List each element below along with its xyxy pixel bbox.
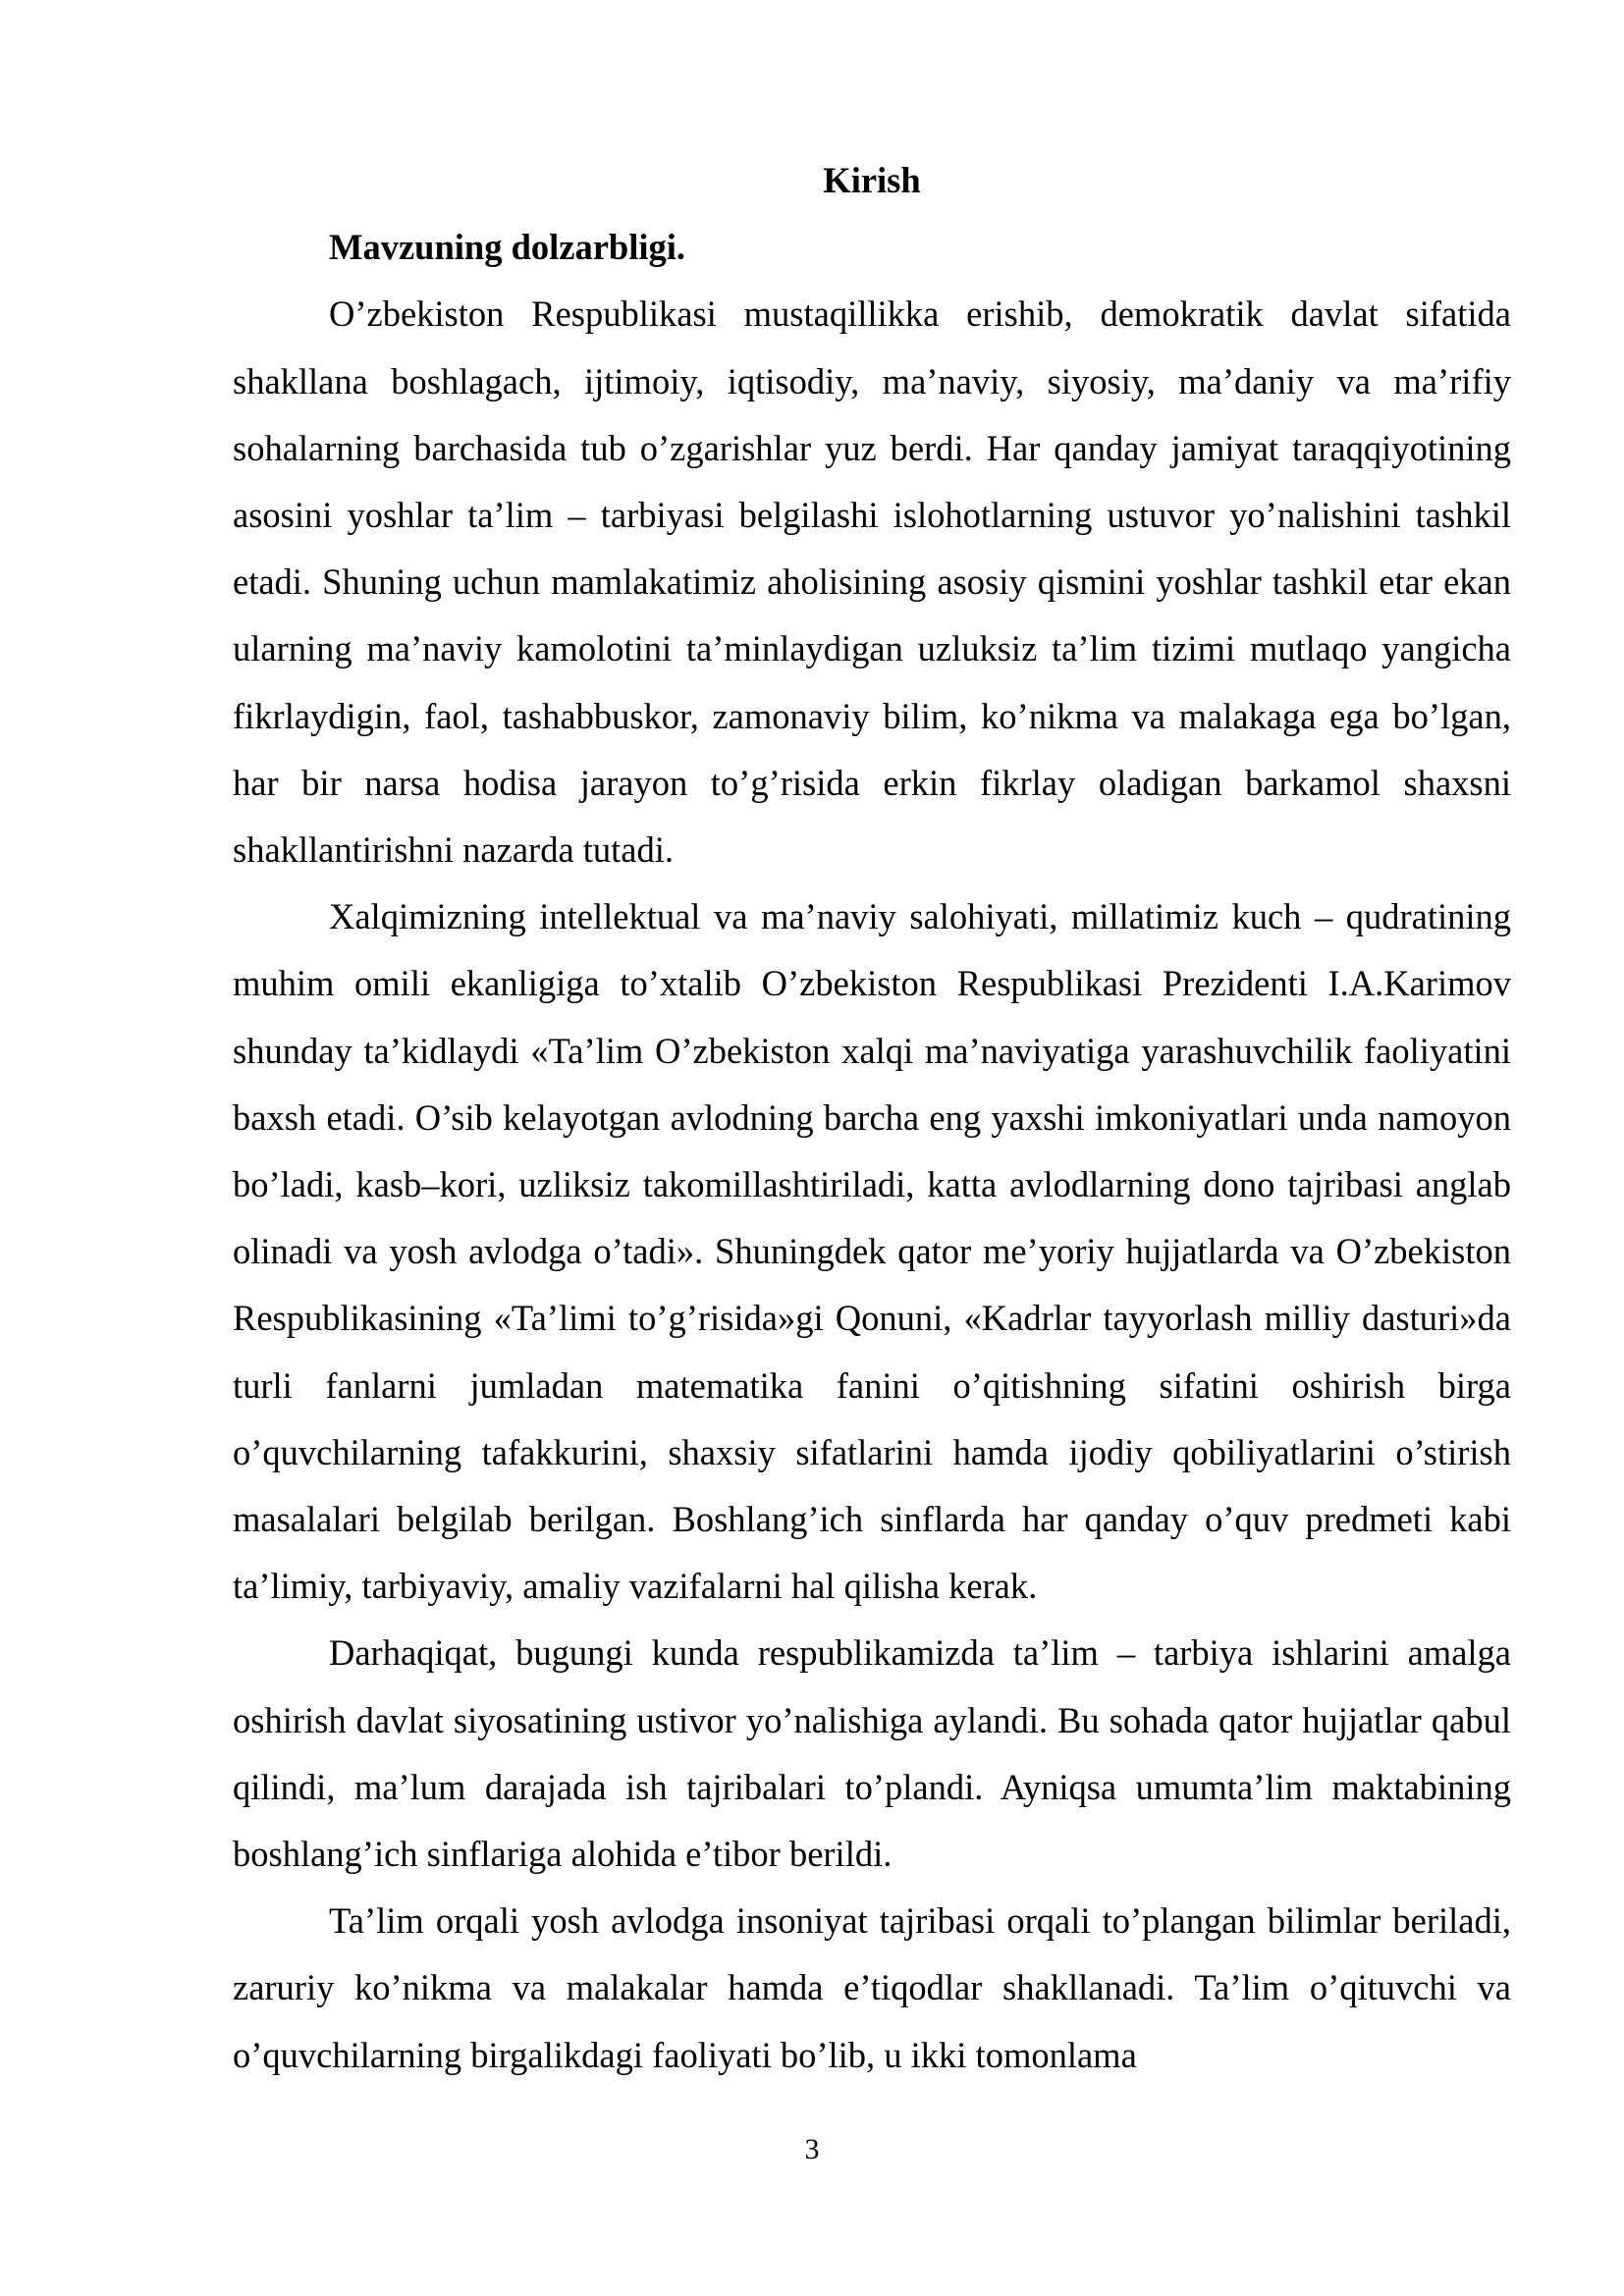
page-content — [233, 147, 1511, 2089]
page-title: Kirish — [823, 160, 921, 200]
paragraph-2: Xalqimizning intellektual va ma’naviy salohiyati, millatimiz kuch – qudratining muhim omili ekanligiga to’xtalib O’zbekiston Respublikasi Prezidenti I.A.Karimov shunday ta’kidlaydi «Ta’lim O’zbekiston xalqi ma’naviyatiga yarashuvchilik faoliyatini baxsh etadi. O’sib kelayotgan avlodning barcha eng yaxshi imkoniyatlari unda namoyon bo’ladi, kasb–kori, uzliksiz takomillashtiriladi, katta avlodlarning dono tajribasi anglab olinadi va yosh avlodga o’tadi». Shuningdek qator me’yoriy hujjatlarda va O’zbekiston Respublikasining «Ta’limi to’g’risida»gi Qonuni, «Kadrlar tayyorlash milliy dasturi»da turli fanlarni jumladan matematika fanini o’qitishning sifatini oshirish birga o’quvchilarning tafakkurini, shaxsiy sifatlarini hamda ijodiy qobiliyatlarini o’stirish masalalari belgilab berilgan. Boshlang’ich sinflarda har qanday o’quv predmeti kabi ta’limiy, tarbiyaviy, amaliy vazifalarni hal qilisha kerak. — [233, 896, 1511, 1607]
paragraph-4: Ta’lim orqali yosh avlodga insoniyat tajribasi orqali to’plangan bilimlar beriladi, zaruriy ko’nikma va malakalar hamda e’tiqodlar shakllanadi. Ta’lim o’qituvchi va o’quvchilarning birgalikdagi faoliyati bo’lib, u ikki tomonlama — [233, 1900, 1511, 2075]
paragraph-3: Darhaqiqat, bugungi kunda respublikamizda ta’lim – tarbiya ishlarini amalga oshirish davlat siyosatining ustivor yo’nalishiga aylandi. Bu sohada qator hujjatlar qabul qilindi, ma’lum darajada ish tajribalari to’plandi. Ayniqsa umumta’lim maktabining boshlang’ich sinflariga alohida e’tibor berildi. — [233, 1632, 1511, 1875]
page-number: 3 — [804, 2133, 820, 2165]
section-heading: Mavzuning dolzarbligi. — [329, 227, 686, 268]
paragraph-1: O’zbekiston Respublikasi mustaqillikka erishib, demokratik davlat sifatida shakllana boshlagach, ijtimoiy, iqtisodiy, ma’naviy, siyosiy, ma’daniy va ma’rifiy sohalarning barchasida tub o’zgarishlar yuz berdi. Har qanday jamiyat taraqqiyotining asosini yoshlar ta’lim – tarbiyasi belgilashi islohotlarning ustuvor yo’nalishini tashkil etadi. Shuning uchun mamlakatimiz aholisining asosiy qismini yoshlar tashkil etar ekan ularning ma’naviy kamolotini ta’minlaydigan uzluksiz ta’lim tizimi mutlaqo yangicha fikrlaydigin, faol, tashabbuskor, zamonaviy bilim, ko’nikma va malakaga ega bo’lgan, har bir narsa hodisa jarayon to’g’risida erkin fikrlay oladigan barkamol shaxsni shakllantirishni nazarda tutadi. — [233, 294, 1511, 871]
